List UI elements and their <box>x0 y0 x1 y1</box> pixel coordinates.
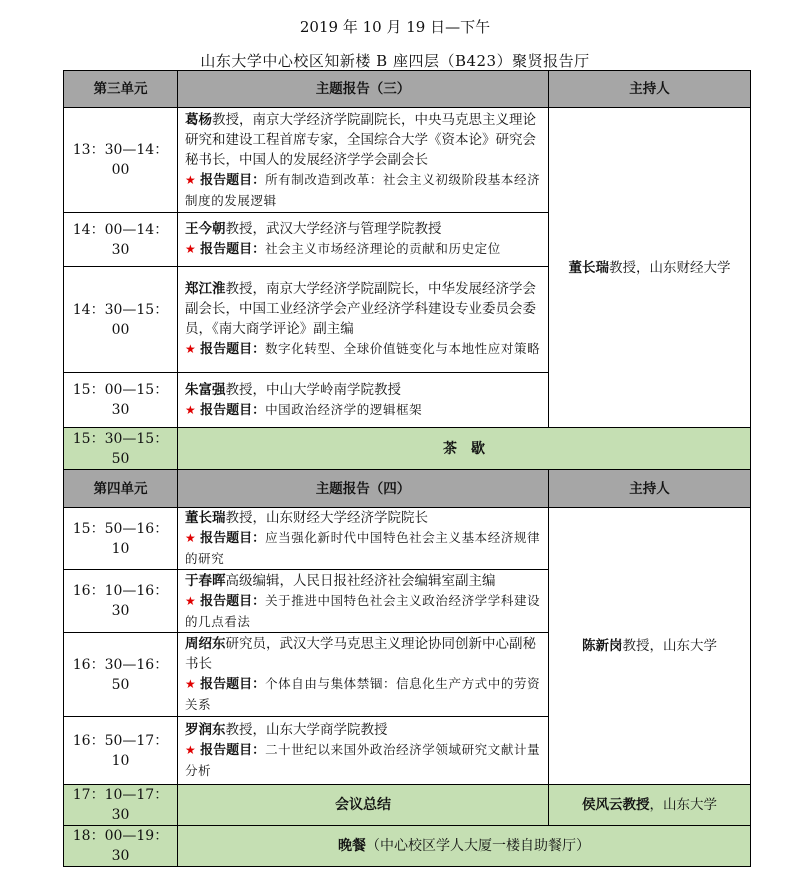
talk-cell <box>178 213 549 267</box>
talk-cell <box>178 108 549 213</box>
speaker-name: 葛杨 <box>185 111 212 128</box>
speaker-info: 教授，南京大学经济学院副院长，中华发展经济学会副会长，中国工业经济学会产业经济学科建设专业委员会委员，《南大商学评论》副主编 <box>185 281 536 337</box>
unit3-host-header: 主持人 <box>549 71 751 108</box>
unit3-topic: 主题报告（三） <box>178 71 549 108</box>
unit3-host-cell <box>549 108 751 428</box>
report-title: 关于推进中国特色社会主义政治经济学学科建设的几点看法 <box>185 592 541 629</box>
unit4-label: 第四单元 <box>64 470 178 508</box>
speaker-info: 高级编辑，人民日报社经济社会编辑室副主编 <box>225 572 496 589</box>
speaker-info: 教授，南京大学经济学院副院长，中央马克思主义理论研究和建设工程首席专家，全国综合大学《资本论》研究会秘书长，中国人的发展经济学学会副会长 <box>185 111 536 168</box>
dinner-label: 晚餐 <box>338 838 366 854</box>
red-star-icon: ★ <box>185 743 196 757</box>
report-label: 报告题目： <box>200 593 266 609</box>
red-star-icon: ★ <box>185 172 196 187</box>
unit4-host-name: 陈新岗 <box>582 638 623 654</box>
table-row <box>64 508 751 570</box>
red-star-icon: ★ <box>185 342 196 356</box>
report-label: 报告题目： <box>200 342 266 357</box>
talk-cell <box>178 570 549 633</box>
speaker-name: 罗润东 <box>185 722 226 738</box>
time-slot: 13：30—14：00 <box>64 108 178 213</box>
summary-host-affil: ，山东大学 <box>649 797 717 813</box>
venue-heading: 山东大学中心校区知新楼 B 座四层（B423）聚贤报告厅 <box>200 52 590 70</box>
time-slot: 17：10—17：30 <box>64 785 178 826</box>
report-label: 报告题目： <box>200 242 266 257</box>
unit4-host-header: 主持人 <box>549 470 751 508</box>
speaker-name: 郑江淮 <box>185 281 226 297</box>
dinner-cell <box>178 826 751 867</box>
report-title: 二十世纪以来国外政治经济学领域研究文献计量分析 <box>185 742 541 778</box>
time-slot: 15：30—15：50 <box>64 428 178 470</box>
report-title: 数字化转型、全球价值链变化与本地性应对策略 <box>265 341 541 356</box>
date-heading: 2019 年 10 月 19 日—下午 <box>299 18 491 36</box>
unit4-header-row <box>64 470 751 508</box>
time-slot: 14：00—14：30 <box>64 213 178 267</box>
time-slot: 15：00—15：30 <box>64 373 178 428</box>
unit4-topic: 主题报告（四） <box>178 470 549 508</box>
unit3-host-affil: 教授，山东财经大学 <box>609 259 731 276</box>
report-label: 报告题目： <box>200 531 266 546</box>
report-title: 中国政治经济学的逻辑框架 <box>265 401 423 417</box>
time-slot: 16：10—16：30 <box>64 570 178 633</box>
report-title: 应当强化新时代中国特色社会主义基本经济规律的研究 <box>185 530 541 566</box>
tea-break-label: 茶 歇 <box>178 428 751 470</box>
speaker-info: 教授，武汉大学经济与管理学院教授 <box>225 221 442 237</box>
report-title: 所有制改造到改革：社会主义初级阶段基本经济制度的发展逻辑 <box>185 171 541 208</box>
speaker-name: 王今朝 <box>185 221 226 237</box>
time-slot: 16：30—16：50 <box>64 633 178 717</box>
summary-host-name: 侯风云教授 <box>582 797 650 813</box>
report-title: 个体自由与集体禁锢：信息化生产方式中的劳资关系 <box>185 676 541 712</box>
red-star-icon: ★ <box>185 242 196 256</box>
speaker-name: 董长瑞 <box>185 510 226 526</box>
red-star-icon: ★ <box>185 677 196 691</box>
summary-host-cell <box>549 785 751 826</box>
talk-cell <box>178 373 549 428</box>
time-slot: 15：50—16：10 <box>64 508 178 570</box>
time-slot: 14：30—15：00 <box>64 267 178 373</box>
unit4-host-cell <box>549 508 751 785</box>
speaker-name: 朱富强 <box>185 381 226 398</box>
table-row <box>64 108 751 213</box>
time-slot: 18：00—19：30 <box>64 826 178 867</box>
summary-label: 会议总结 <box>178 785 549 826</box>
report-label: 报告题目： <box>200 172 266 188</box>
red-star-icon: ★ <box>185 593 196 608</box>
speaker-info: 教授，中山大学岭南学院教授 <box>225 381 401 398</box>
report-label: 报告题目： <box>200 677 266 692</box>
red-star-icon: ★ <box>185 402 196 417</box>
talk-cell <box>178 633 549 717</box>
talk-cell <box>178 508 549 570</box>
speaker-name: 于春晖 <box>185 572 226 589</box>
talk-cell <box>178 267 549 373</box>
time-slot: 16：50—17：10 <box>64 717 178 785</box>
unit4-host-affil: 教授，山东大学 <box>622 638 717 654</box>
talk-cell <box>178 717 549 785</box>
unit3-label: 第三单元 <box>64 71 178 108</box>
report-label: 报告题目： <box>200 402 266 418</box>
speaker-info: 教授，山东财经大学经济学院院长 <box>225 510 428 526</box>
unit3-header-row <box>64 71 751 108</box>
dinner-row <box>64 826 751 867</box>
speaker-info: 教授，山东大学商学院教授 <box>225 722 388 738</box>
report-label: 报告题目： <box>200 743 266 758</box>
dinner-location: （中心校区学人大厦一楼自助餐厅） <box>366 838 590 854</box>
summary-row <box>64 785 751 826</box>
speaker-info: 研究员，武汉大学马克思主义理论协同创新中心副秘书长 <box>185 636 536 672</box>
red-star-icon: ★ <box>185 531 196 545</box>
speaker-name: 周绍东 <box>185 636 226 652</box>
unit3-host-name: 董长瑞 <box>568 259 609 276</box>
schedule-table <box>63 70 751 867</box>
tea-break-row <box>64 428 751 470</box>
report-title: 社会主义市场经济理论的贡献和历史定位 <box>265 241 501 256</box>
